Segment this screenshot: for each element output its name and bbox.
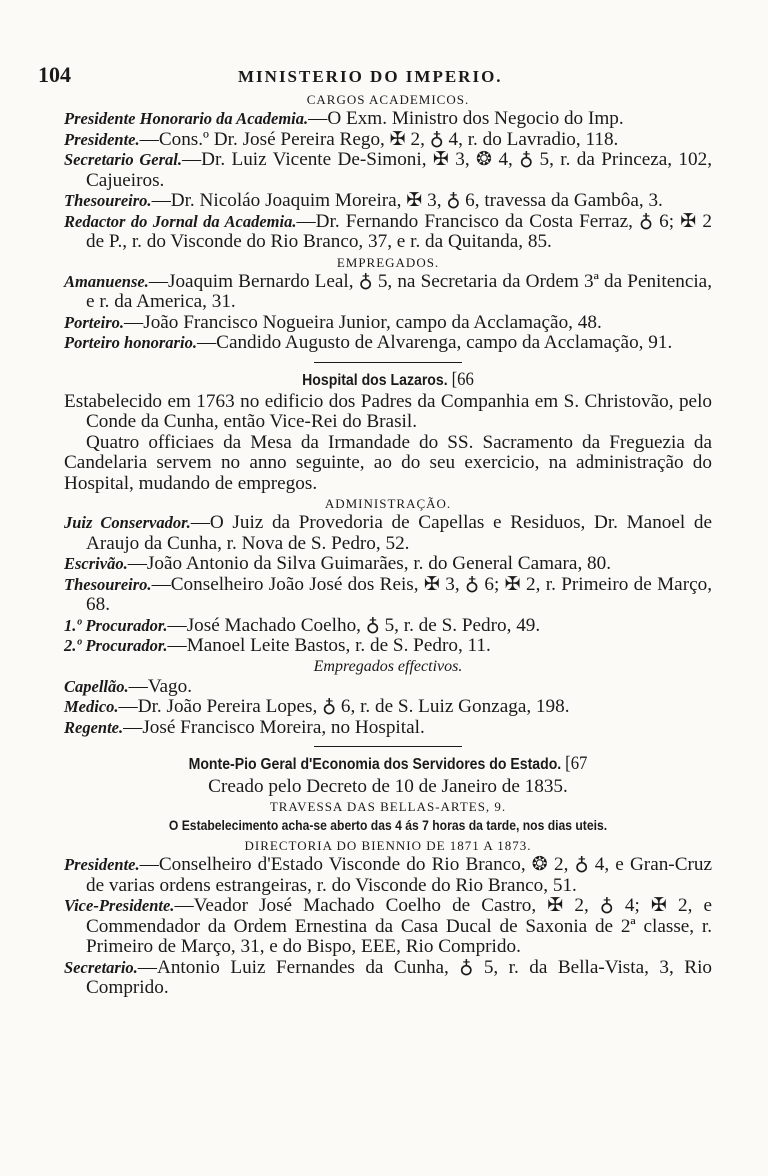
paragraph: Quatro officiaes da Mesa da Irmandade do SS. Sacramento da Freguezia da Candelaria servem no anno seguinte, ao do seu exercicio, na administração do Hospital, mudando de empregos. — [64, 431, 712, 494]
entry — [64, 272, 712, 313]
entry-label: Amanuense. — [64, 271, 149, 291]
entry-text: —Dr. João Pereira Lopes, ♁ 6, r. de S. Luiz Gonzaga, 198. — [118, 696, 570, 717]
entry-text: —Dr. Nicoláo Joaquim Moreira, ✠ 3, ♁ 6, travessa da Gambôa, 3. — [151, 190, 663, 211]
entry-text: —O Juiz da Provedoria de Capellas e Residuos, Dr. Manoel de Araujo da Cunha, r. Nova de S. Pedro, 52. — [86, 512, 712, 554]
entry-label: Thesoureiro. — [64, 191, 152, 210]
section-title-text: Hospital dos Lazaros. — [302, 371, 448, 389]
running-head — [38, 62, 712, 88]
entry — [64, 616, 712, 637]
entry-label: Porteiro honorario. — [64, 333, 197, 352]
section-ref: [66 — [451, 368, 474, 390]
entry — [64, 575, 712, 616]
entry-label: Presidente Honorario da Academia. — [64, 109, 309, 128]
entry-text: —Conselheiro d'Estado Visconde do Rio Branco, ❂ 2, ♁ 4, e Gran-Cruz de varias ordens estrangeiras, r. do Visconde do Rio Branco, 51. — [86, 854, 712, 896]
entry-label: Escrivão. — [64, 554, 128, 573]
section-subheading: CARGOS ACADEMICOS. — [306, 92, 470, 107]
entry — [64, 333, 712, 354]
decree-line: Creado pelo Decreto de 10 de Janeiro de 1835. — [208, 776, 568, 797]
entry-label: Vice-Presidente. — [64, 896, 175, 915]
page-number: 104 — [38, 62, 71, 87]
entry-text: —Dr. Fernando Francisco da Costa Ferraz, ♁ 6; ✠ 2 de P., r. do Visconde do Rio Branco, 37, e r. da Quitanda, 85. — [86, 210, 712, 252]
entry-text: —O Exm. Ministro dos Negocio do Imp. — [308, 108, 624, 129]
entry — [64, 718, 712, 739]
entry-text: —Manoel Leite Bastos, r. de S. Pedro, 11. — [167, 635, 491, 656]
entry-text: —Cons.º Dr. José Pereira Rego, ✠ 2, ♁ 4, r. do Lavradio, 118. — [139, 128, 619, 150]
entry-text: —João Francisco Nogueira Junior, campo da Acclamação, 48. — [124, 311, 602, 333]
entry-text: —Veador José Machado Coelho de Castro, ✠ 2, ♁ 4; ✠ 2, e Commendador da Ordem Ernestina da Casa Ducal de Saxonia de 2ª classe, r. Primeiro de Março, 31, e do Bispo, EEE, Rio Comprido. — [86, 895, 712, 957]
entry-label: Redactor do Jornal da Academia. — [64, 211, 297, 231]
entry-text: —Conselheiro João José dos Reis, ✠ 3, ♁ 6; ✠ 2, r. Primeiro de Março, 68. — [86, 573, 712, 615]
address-line: TRAVESSA DAS BELLAS-ARTES, 9. — [269, 799, 507, 814]
entry — [64, 191, 712, 212]
section-ref: [67 — [565, 753, 588, 774]
entry-text: —José Francisco Moreira, no Hospital. — [123, 716, 425, 738]
entry — [64, 855, 712, 896]
entry-label: Juiz Conservador. — [64, 513, 191, 532]
section-title — [103, 753, 673, 776]
running-title: MINISTERIO DO IMPERIO. — [238, 67, 503, 86]
entry-label: Regente. — [64, 717, 124, 737]
entry-label: Capellão. — [64, 676, 129, 696]
entry-text: —Vago. — [128, 675, 193, 697]
directoria-heading: DIRECTORIA DO BIENNIO DE 1871 A 1873. — [244, 838, 532, 853]
entry-label: 2.º Procurador. — [64, 636, 168, 655]
entry-text: —Candido Augusto de Alvarenga, campo da Acclamação, 91. — [196, 332, 673, 353]
entry-label: Porteiro. — [64, 312, 125, 332]
entry — [64, 513, 712, 554]
paragraph: Estabelecido em 1763 no edificio dos Padres da Companhia em S. Christovão, pelo Conde da Cunha, então Vice-Rei do Brasil. — [64, 390, 712, 432]
entry — [64, 958, 712, 999]
entry — [64, 109, 712, 130]
entry-label: Presidente. — [64, 129, 140, 149]
section-title — [103, 369, 673, 392]
entry — [64, 554, 712, 575]
entry-label: Secretario. — [64, 957, 138, 977]
entry-label: Medico. — [64, 697, 119, 716]
entry-text: —Joaquim Bernardo Leal, ♁ 5, na Secretaria da Ordem 3ª da Penitencia, e r. da America, 31. — [86, 270, 712, 312]
entry-text: —Antonio Luiz Fernandes da Cunha, ♁ 5, r. da Bella-Vista, 3, Rio Comprido. — [86, 956, 712, 998]
entry-label: Secretario Geral. — [64, 150, 182, 169]
entry-label: Thesoureiro. — [64, 574, 152, 594]
entry — [64, 677, 712, 698]
entry-text: —João Antonio da Silva Guimarães, r. do General Camara, 80. — [127, 553, 612, 574]
section-subheading: Empregados effectivos. — [313, 657, 463, 675]
entry — [64, 313, 712, 334]
entry — [64, 697, 712, 718]
entry-label: Presidente. — [64, 855, 140, 874]
entry — [64, 130, 712, 151]
entry-text: —Dr. Luiz Vicente De-Simoni, ✠ 3, ❂ 4, ♁ 5, r. da Princeza, 102, Cajueiros. — [86, 149, 713, 191]
hours-note: O Estabelecimento acha-se aberto das 4 ás 7 horas da tarde, nos dias uteis. — [168, 818, 608, 833]
section-divider — [314, 746, 462, 747]
section-divider — [314, 362, 462, 363]
section-subheading: EMPREGADOS. — [336, 254, 440, 270]
entry-text: —José Machado Coelho, ♁ 5, r. de S. Pedro, 49. — [167, 614, 541, 636]
section-subheading: ADMINISTRAÇÃO. — [324, 496, 452, 511]
entry — [64, 636, 712, 657]
section-title-text: Monte-Pio Geral d'Economia dos Servidores do Estado. — [188, 756, 562, 773]
entry — [64, 896, 712, 958]
entry — [64, 150, 712, 191]
entry — [64, 212, 712, 253]
entry-label: 1.º Procurador. — [64, 615, 168, 635]
